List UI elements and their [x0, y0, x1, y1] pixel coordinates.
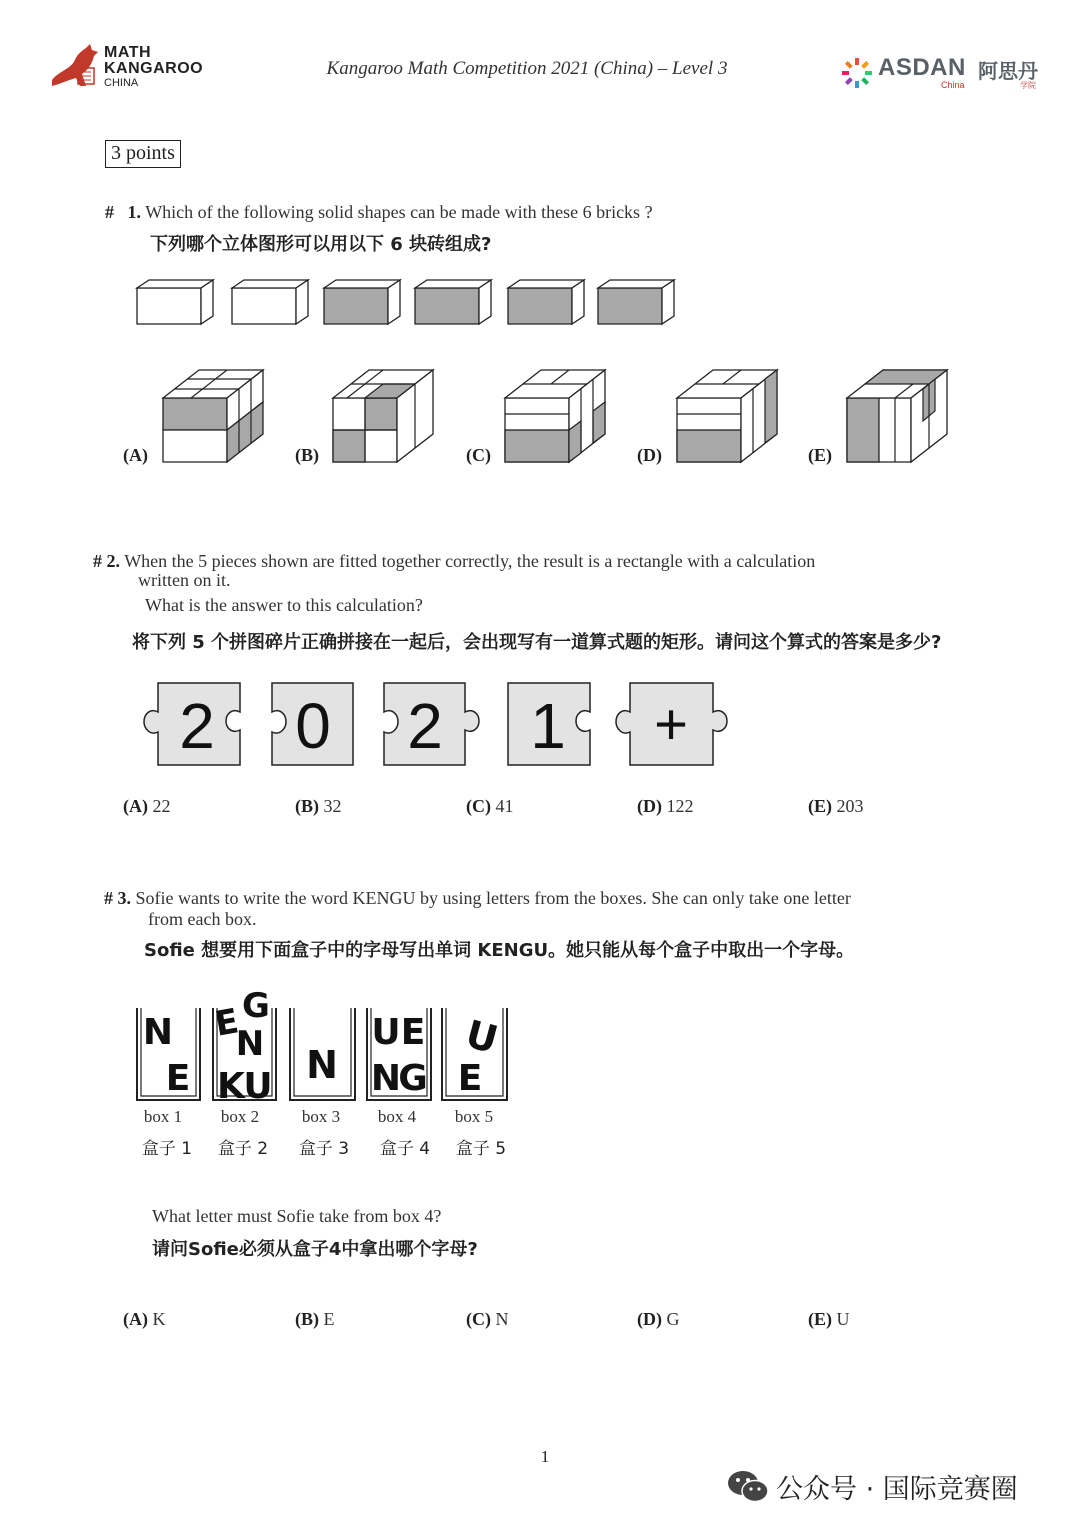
solid-shape-a	[163, 370, 263, 462]
puzzle-piece-3	[384, 683, 479, 765]
q2-text-cn: 将下列 5 个拼图碎片正确拼接在一起后，会出现写有一道算式题的矩形。请问这个算式的答案是多少?	[132, 632, 942, 653]
brick-white-1	[137, 280, 213, 324]
q1-question: Which of the following solid shapes can be made with these 6 bricks ?	[145, 202, 653, 222]
box5-letter-e: E	[457, 1058, 483, 1099]
box1-label-cn: 盒子 1	[141, 1139, 193, 1159]
asdan-sub-text: China	[941, 80, 965, 90]
box3-label-cn: 盒子 3	[298, 1139, 350, 1159]
box4-letter-n: N	[370, 1058, 402, 1099]
q1-bricks-figure	[130, 276, 690, 332]
q3-hash: #	[104, 888, 113, 908]
box2-letter-g: G	[242, 986, 270, 1026]
q3-option-e[interactable]: (E) U	[808, 1309, 850, 1329]
logo-text-china: CHINA	[104, 77, 139, 89]
puzzle-piece-1-symbol: 2	[179, 690, 215, 762]
puzzle-piece-2	[272, 683, 353, 765]
box1-letter-e: E	[165, 1058, 191, 1099]
q1-hash: #	[105, 202, 114, 222]
box5-label: box 5	[454, 1107, 494, 1126]
footer-watermark	[726, 1465, 1056, 1505]
q3-text-en-line1	[104, 888, 851, 908]
puzzle-piece-5-symbol: +	[654, 692, 688, 757]
box4-letter-e: E	[400, 1012, 426, 1053]
brick-grey-3	[508, 280, 584, 324]
q2-option-c[interactable]: (C) 41	[466, 796, 514, 816]
brick-grey-1	[324, 280, 400, 324]
q2-option-e[interactable]: (E) 203	[808, 796, 864, 816]
q2-option-d[interactable]: (D) 122	[637, 796, 694, 816]
q3-option-a[interactable]: (A) K	[123, 1309, 166, 1329]
q2-hash: #	[93, 551, 102, 571]
puzzle-piece-5	[616, 683, 727, 765]
asdan-brand-text: ASDAN	[878, 54, 966, 81]
q1-text-en	[105, 202, 653, 222]
q1-option-b[interactable]: (B)	[295, 445, 319, 465]
box2-label: box 2	[220, 1107, 260, 1126]
asdan-sub-cn: 学院	[1020, 81, 1036, 90]
box2-label-cn: 盒子 2	[217, 1139, 269, 1159]
box2-letter-e: E	[211, 1001, 242, 1045]
letter-box-2	[212, 986, 276, 1104]
header-title: Kangaroo Math Competition 2021 (China) – Level 3	[326, 58, 728, 79]
letter-box-3	[290, 1008, 355, 1100]
brick-grey-2	[415, 280, 491, 324]
box1-label: box 1	[143, 1107, 183, 1126]
q3-sub-question-cn: 请问Sofie必须从盒子4中拿出哪个字母?	[152, 1239, 478, 1260]
asdan-burst-icon	[840, 56, 874, 90]
box3-label: box 3	[301, 1107, 341, 1126]
q2-option-a[interactable]: (A) 22	[123, 796, 171, 816]
q1-option-a[interactable]: (A)	[123, 445, 148, 465]
brick-grey-4	[598, 280, 674, 324]
letter-box-4	[367, 1008, 431, 1100]
solid-shape-e	[847, 370, 947, 462]
puzzle-piece-3-symbol: 2	[407, 690, 443, 762]
box5-letter-u: U	[461, 1011, 503, 1063]
q2-text-en-line1	[93, 551, 815, 571]
box4-letter-g: G	[398, 1058, 428, 1099]
box2-letter-u: U	[243, 1066, 273, 1104]
wechat-icon	[726, 1469, 770, 1505]
asdan-brand-cn: 阿思丹	[978, 59, 1038, 83]
q3-option-c[interactable]: (C) N	[466, 1309, 509, 1329]
logo-text-kangaroo: KANGAROO	[104, 60, 204, 77]
box4-label: box 4	[377, 1107, 417, 1126]
q3-sub-question-en: What letter must Sofie take from box 4?	[152, 1206, 442, 1226]
asdan-logo	[838, 52, 1048, 94]
q3-text-cn: Sofie 想要用下面盒子中的字母写出单词 KENGU。她只能从每个盒子中取出一个字母。	[144, 940, 855, 961]
letter-box-1	[137, 1008, 200, 1100]
q3-number: 3.	[117, 888, 131, 908]
letter-box-5	[442, 1008, 507, 1100]
q2-puzzle-figure	[130, 676, 750, 776]
solid-shape-b	[333, 370, 433, 462]
brick-white-2	[232, 280, 308, 324]
q2-number: 2.	[106, 551, 120, 571]
solid-shape-c	[505, 370, 605, 462]
q3-option-d[interactable]: (D) G	[637, 1309, 680, 1329]
q1-option-c[interactable]: (C)	[466, 445, 491, 465]
q1-text-cn: 下列哪个立体图形可以用以下 6 块砖组成?	[150, 234, 492, 255]
box1-letter-n: N	[142, 1012, 174, 1053]
box5-label-cn: 盒子 5	[455, 1139, 507, 1159]
section-points-label: 3 points	[105, 140, 181, 168]
q2-text-en-line2: written on it.	[138, 570, 231, 590]
box4-letter-u: U	[371, 1012, 401, 1053]
q3-question-line1: Sofie wants to write the word KENGU by using letters from the boxes. She can only take one letter	[135, 888, 851, 908]
solid-shape-d	[677, 370, 777, 462]
q3-option-b[interactable]: (B) E	[295, 1309, 335, 1329]
q3-text-en-line2: from each box.	[148, 909, 257, 929]
q1-solid-shapes-figure	[115, 362, 965, 472]
q1-option-e[interactable]: (E)	[808, 445, 832, 465]
box2-letter-n: N	[235, 1024, 265, 1064]
q3-letter-boxes-figure	[130, 984, 520, 1104]
q2-question-line1: When the 5 pieces shown are fitted together correctly, the result is a rectangle with a calculation	[124, 551, 816, 571]
puzzle-piece-4-symbol: 1	[530, 690, 566, 762]
q1-number: 1.	[127, 202, 141, 222]
q2-text-en-line3: What is the answer to this calculation?	[145, 595, 423, 615]
q1-option-d[interactable]: (D)	[637, 445, 662, 465]
page-number: 1	[540, 1447, 550, 1466]
footer-text: 公众号 · 国际竞赛圈	[776, 1474, 1018, 1505]
q2-option-b[interactable]: (B) 32	[295, 796, 342, 816]
logo-text-math: MATH	[104, 44, 152, 61]
box3-letter-n: N	[306, 1043, 338, 1087]
puzzle-piece-2-symbol: 0	[295, 690, 331, 762]
puzzle-piece-4	[508, 683, 590, 765]
box2-letter-k: K	[217, 1066, 245, 1104]
box4-label-cn: 盒子 4	[379, 1139, 431, 1159]
puzzle-piece-1	[144, 683, 240, 765]
